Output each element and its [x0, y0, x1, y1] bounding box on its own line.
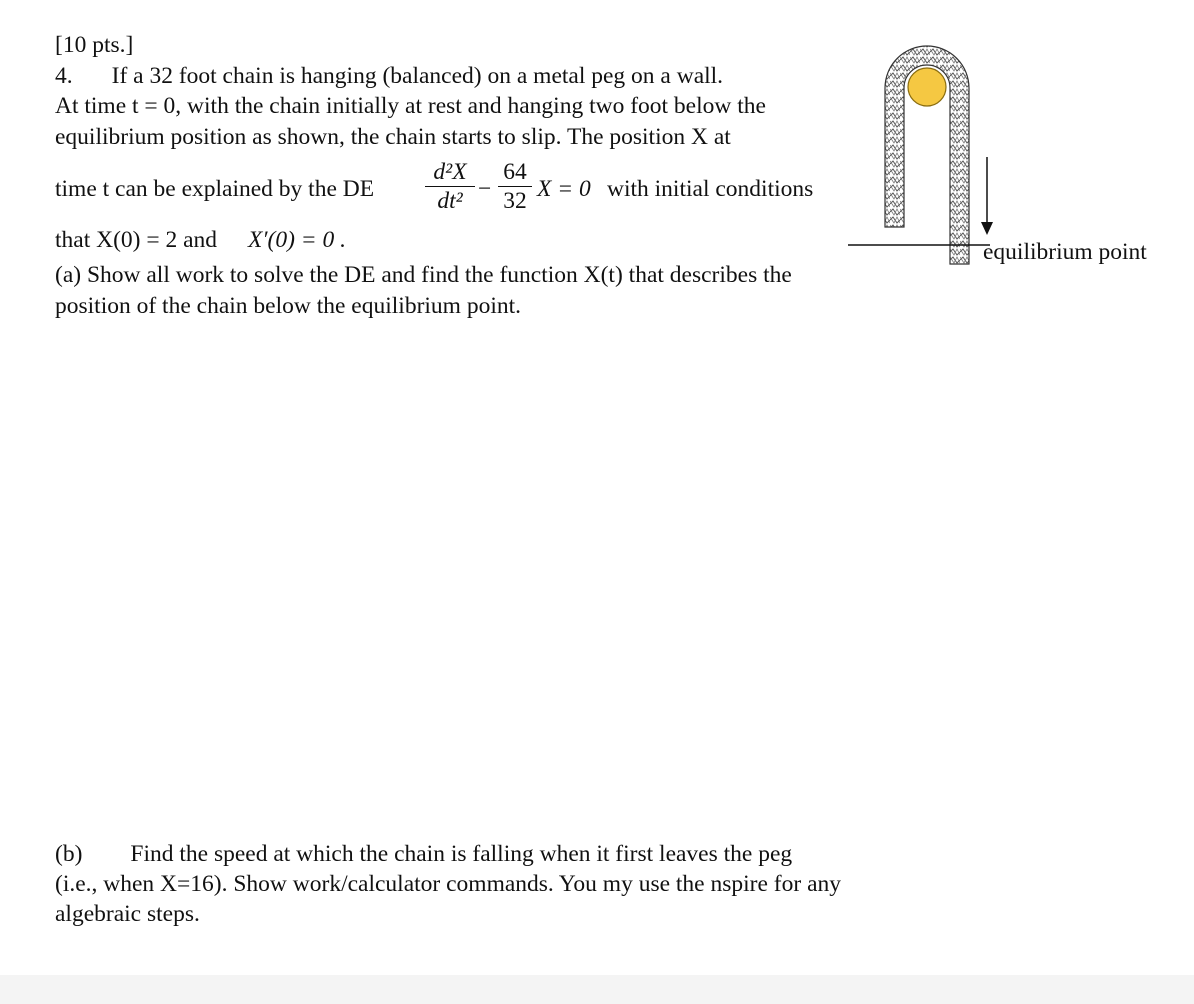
de-trailing-text: with initial conditions — [607, 176, 814, 202]
part-b-text-1: Find the speed at which the chain is falling when it first leaves the peg — [130, 841, 793, 867]
d2x-denominator: dt² — [437, 188, 463, 215]
part-b-line-2: (i.e., when X=16). Show work/calculator commands. You my use the nspire for any — [55, 871, 841, 897]
problem-line-3: equilibrium position as shown, the chain starts to slip. The position X at — [55, 124, 731, 150]
d2x-numerator: d²X — [433, 159, 467, 185]
ic-lead-text: that X(0) = 2 and — [55, 227, 218, 253]
de-tail: X = 0 — [537, 176, 591, 202]
ic-derivative: X′(0) = 0 . — [248, 227, 347, 253]
arrow-down-icon — [981, 222, 993, 235]
metal-peg — [908, 68, 946, 106]
problem-line-2: At time t = 0, with the chain initially at rest and hanging two foot below the — [55, 93, 766, 119]
equilibrium-label: equilibrium point — [983, 239, 1147, 265]
coef-numerator: 64 — [503, 159, 527, 185]
part-b-line-3: algebraic steps. — [55, 901, 200, 927]
problem-text-1: If a 32 foot chain is hanging (balanced) on a metal peg on a wall. — [111, 63, 724, 89]
part-a-line-1: (a) Show all work to solve the DE and find the function X(t) that describes the — [55, 262, 792, 288]
de-lead-text: time t can be explained by the DE — [55, 176, 375, 202]
problem-number: 4. — [55, 63, 73, 89]
part-a-line-2: position of the chain below the equilibrium point. — [55, 293, 522, 319]
points-label: [10 pts.] — [55, 32, 134, 58]
part-b-label: (b) — [55, 841, 83, 867]
coef-denominator: 32 — [503, 188, 527, 215]
minus-sign: − — [478, 176, 492, 202]
